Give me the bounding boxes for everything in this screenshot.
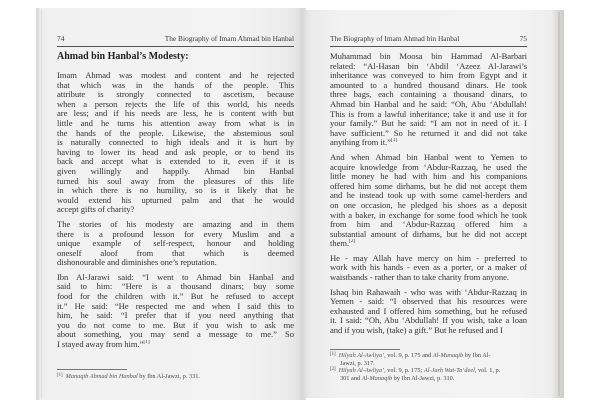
text-line	[57, 340, 294, 350]
text-line: acquire knowledge from ‘Abdur-Razzaq, he used the	[330, 162, 527, 172]
page-stack-edge-left-inner	[41, 10, 42, 398]
footnote-line	[330, 351, 527, 360]
footnote-title: Hilyah Al-Awliya’	[338, 352, 385, 359]
text-line: unique example of self-respect, honour and holding	[57, 239, 294, 249]
right-footnote-rule	[330, 349, 400, 350]
text-line: it.” He said: “He respected me and when I said this to	[57, 301, 294, 311]
text-line: exhausted and I offered him something, but he refused	[330, 306, 527, 316]
footnote-title: Al-Manaqib	[432, 352, 464, 359]
paragraph	[330, 288, 527, 336]
text-line: it. I said: “Oh, Abu ‘Abdullah! If you wish, take a loan	[330, 316, 527, 326]
text-line: Ibn Al-Jarawi said: “I went to Ahmad bin Hanbal and	[57, 272, 294, 282]
paragraph	[330, 153, 527, 249]
text-line: given willingly and happily. Ahmad bin Hanbal	[57, 166, 294, 176]
text-line: Yemen - said: “I observed that his resources were	[330, 297, 527, 307]
text-line: turned his soul away from the pleasures of this life	[57, 176, 294, 186]
text-line: This is from a lawful inheritance; take it and use it for	[330, 109, 527, 119]
text-line: you do not come to me. But if you wish to ask me	[57, 320, 294, 330]
left-page-body	[57, 71, 294, 355]
right-running-title: The Biography of Imam Ahmad bin Hanbal	[330, 34, 460, 43]
footnote-marker: [1]	[330, 352, 336, 357]
left-page-number: 74	[57, 34, 65, 43]
left-running-title: The Biography of Imam Ahmad bin Hanbal	[164, 34, 294, 43]
footnote-line	[330, 375, 527, 383]
footnote-reference[interactable]: [2]	[349, 239, 356, 245]
right-footnote-1	[330, 351, 527, 367]
text-line: And when Ahmad bin Hanbal went to Yemen to	[330, 152, 527, 162]
text-line: Ahmad bin Hanbal and he said: “Oh, Abu ‘Abdullah!	[330, 99, 527, 109]
footnote-marker: [2]	[330, 367, 336, 372]
text-line: three bags, each containing a thousand dinars, to	[330, 90, 527, 100]
text-line: inheritance was conveyed to him from Egypt and it	[330, 71, 527, 81]
text-line: when a person rejects the life of this world, his needs	[57, 99, 294, 109]
text-line: Ishaq bin Rahawaih - who was with ‘Abdur-Razzaq in	[330, 287, 527, 297]
text-line: work with his hands - even as a porter, or a maker of	[330, 263, 527, 273]
paragraph	[330, 254, 527, 283]
text-line: substantial amount of dirhams, but he did not accept	[330, 229, 527, 239]
footnote-text: 301 and	[340, 374, 362, 382]
text-line	[330, 239, 527, 249]
text-line: on one occasion, he pledged his shoes as a deposit	[330, 200, 527, 210]
footnote-text: by Ibn Al-Jawzi, p. 310.	[392, 374, 455, 382]
paragraph	[330, 52, 527, 148]
text-line: said to him: “Here is a thousand dinars; buy some	[57, 282, 294, 292]
left-footnote-rule	[57, 369, 127, 370]
text-line: little money he had with him and his companions	[330, 172, 527, 182]
footnote-title: Al-Manaqib	[361, 374, 393, 382]
text-line: The stories of his modesty are amazing and in them	[57, 219, 294, 229]
text-line: would extend his upturned palm and that he would	[57, 195, 294, 205]
text-line: from him and ‘Abdur-Razzaq offered him a	[330, 220, 527, 230]
text-line: He - may Allah have mercy on him - preferred to	[330, 253, 527, 263]
text-line: related: “Al-Hasan bin ‘Abdil ‘Azeez Al-Jarawi’s	[330, 61, 527, 71]
book-gutter	[298, 8, 306, 400]
section-heading: Ahmad bin Hanbal’s Modesty:	[57, 51, 189, 62]
text-line: your family.” But he said: “I am not in need of it. I	[330, 119, 527, 129]
footnote-title: Manaqib Ahmad bin Hanbal	[65, 373, 138, 380]
text-line: having to lower its head and ask people, or to bend its	[57, 147, 294, 157]
footnote-text: Jawzi, p. 317.	[340, 359, 375, 367]
footnote-reference[interactable]: [1]	[143, 340, 150, 346]
text-line: amounted to a hundred thousand dinars. He took	[330, 80, 527, 90]
text-line: and if you wish, (take) a gift.” But he refused and I	[330, 326, 503, 336]
text-line: attribute is strongly connected to ascetism, because	[57, 90, 294, 100]
footnote-reference[interactable]: [1]	[390, 138, 398, 144]
page-stack-edge-left	[36, 8, 39, 400]
text-line: him, he said: “I prefer that if you need anything that	[57, 311, 294, 321]
footnote-text: , vol. 1, p.	[474, 367, 501, 374]
text-line: about something, you may send a message to me.” So	[57, 330, 294, 340]
paragraph	[57, 71, 294, 215]
text-line: and he instead took up with some camel-herders and	[330, 191, 527, 201]
line-text: I stayed away from him.”	[57, 340, 144, 350]
footnote-title: Hilyah Al-Awliya’	[338, 367, 385, 374]
text-line: there is a profound lesson for every Muslim and a	[57, 229, 294, 239]
footnote-marker: [1]	[57, 373, 63, 378]
page-stack-edge-right	[558, 12, 560, 396]
line-text: anything from it.”	[330, 138, 391, 148]
text-line: is naturally connected to high ideals and it is hurt by	[57, 138, 294, 148]
footnote-text: , vol. 9, p. 175;	[384, 367, 424, 374]
paragraph	[57, 220, 294, 268]
footnote-text: by Ibn Al-Jawzi, p. 331.	[137, 373, 200, 380]
text-line	[330, 138, 527, 148]
right-page-body	[330, 52, 527, 341]
text-line: oneself aloof from that which is deemed	[57, 248, 294, 258]
text-line: that which was in the hands of the people. This	[57, 80, 294, 90]
left-footnote-1	[57, 372, 294, 381]
footnote-title: Al-Jarh Wat-Ta‘deel	[423, 367, 475, 374]
text-line: back and accept what is extended to it, even if it is	[57, 157, 294, 167]
right-footnote-2	[330, 366, 527, 382]
right-page-number: 75	[519, 34, 527, 43]
text-line: dishonourable and diminishes one’s reputation.	[57, 258, 217, 268]
text-line: in which there is no humility, so is it likely that he	[57, 186, 294, 196]
text-line: Imam Ahmad was modest and content and he rejected	[57, 71, 294, 80]
line-text: them.	[330, 239, 350, 249]
text-line: little and he turns his attention away from what is in	[57, 118, 294, 128]
paragraph	[57, 273, 294, 350]
text-line: have sufficient.” So he returned it and did not take	[330, 128, 527, 138]
footnote-text: by Ibn Al-	[463, 352, 491, 359]
text-line: accept gifts of charity?	[57, 205, 135, 215]
right-running-head	[330, 34, 527, 47]
left-running-head	[57, 34, 294, 47]
text-line: Muhammad bin Moosa bin Hammad Al-Barbari	[330, 52, 527, 61]
open-book	[36, 8, 564, 400]
footnote-text: , vol. 9, p. 175 and	[384, 352, 433, 359]
text-line: with a baker, in exchange for some food which he took	[330, 210, 527, 220]
text-line: are less; and if his needs are less, he is content with but	[57, 109, 294, 119]
footnote-line	[330, 366, 527, 375]
text-line: the hands of the people. Likewise, the abstemious soul	[57, 128, 294, 138]
text-line: waistbands - rather than to take charity from anyone.	[330, 273, 509, 283]
text-line: offered him some dirhams, but he did not accept them	[330, 181, 527, 191]
text-line: food for the children with it.” But he refused to accept	[57, 292, 294, 302]
